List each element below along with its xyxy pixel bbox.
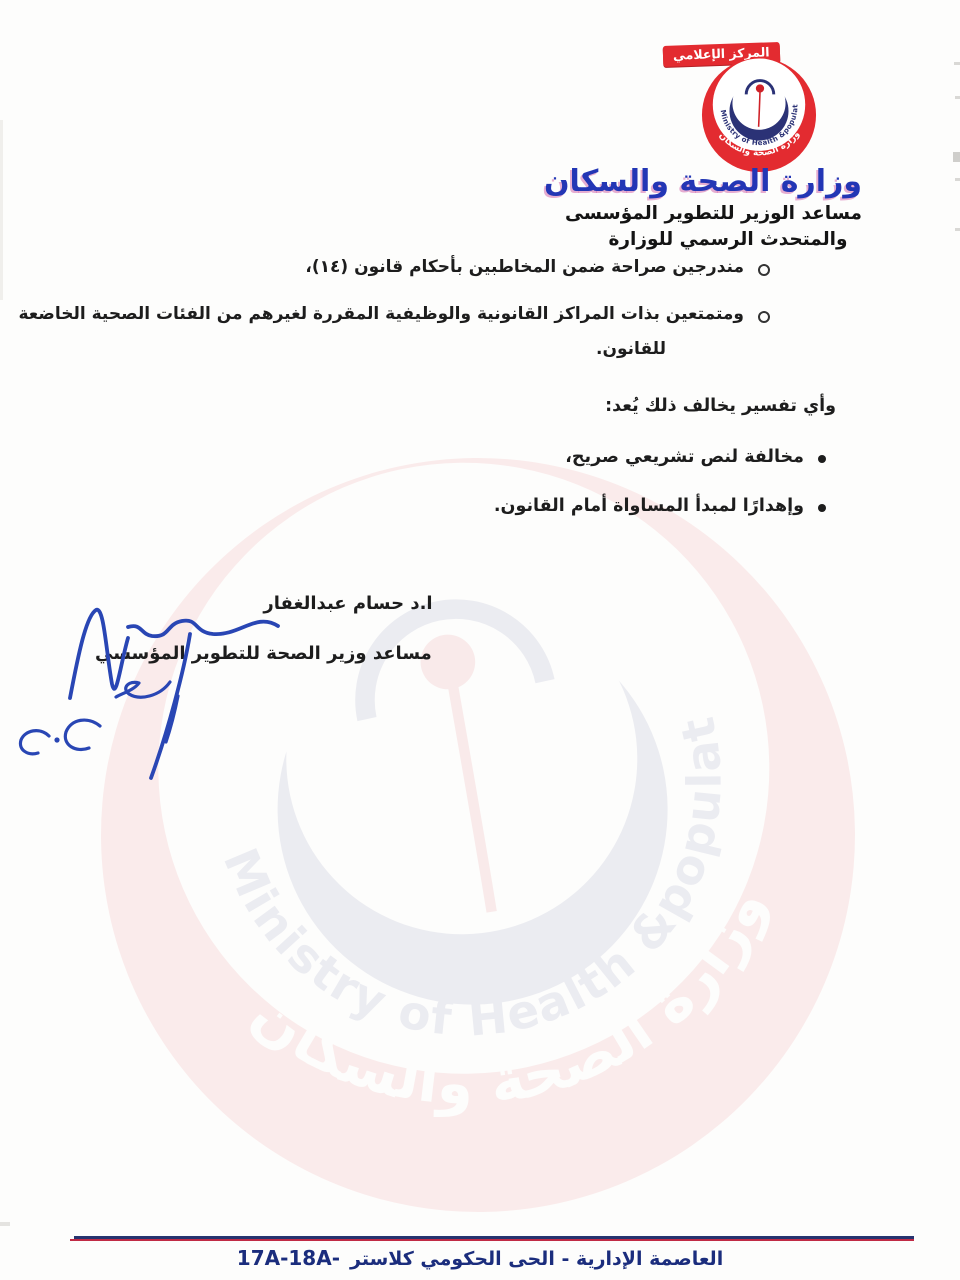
footer-address-arabic: العاصمة الإدارية - الحى الحكومي كلاستر xyxy=(350,1248,724,1270)
scan-artifact xyxy=(955,96,960,99)
office-title-line1: مساعد الوزير للتطوير المؤسسى xyxy=(564,203,862,224)
letterhead xyxy=(543,163,862,253)
scan-artifact xyxy=(0,120,3,300)
circle-bullet-icon xyxy=(758,311,770,323)
signer-name: ا.د حسام عبدالغفار xyxy=(263,593,433,614)
footer-cluster-code: 17A-18A- xyxy=(236,1246,341,1270)
interpretation-intro: وأي تفسير يخالف ذلك يُعد: xyxy=(605,396,836,416)
bullet-text: مخالفة لنص تشريعي صريح، xyxy=(565,447,804,467)
dot-bullet-icon xyxy=(818,455,826,463)
footer-rule-red xyxy=(70,1239,914,1241)
circle-bullet-item xyxy=(305,257,770,277)
office-title-line2: والمتحدث الرسمي للوزارة xyxy=(608,229,848,250)
handwritten-signature xyxy=(8,596,340,794)
bullet-text: ومتمتعين بذات المراكز القانونية والوظيفية المقررة لغيرهم من الفئات الصحية الخاضعة xyxy=(18,304,744,324)
scan-artifact xyxy=(953,152,960,162)
dot-bullet-icon xyxy=(818,504,826,512)
scan-artifact xyxy=(954,62,960,65)
scan-artifact xyxy=(955,178,960,181)
media-center-banner: المركز الإعلامي xyxy=(663,42,780,67)
dot-bullet-item xyxy=(565,447,826,467)
ministry-calligraphy-title: وزارة الصحة والسكان xyxy=(543,164,862,199)
ministry-logo-icon xyxy=(700,56,818,174)
bullet-text: وإهدارًا لمبدأ المساواة أمام القانون. xyxy=(493,496,804,516)
bullet-text: مندرجين صراحة ضمن المخاطبين بأحكام قانون (١٤)، xyxy=(305,257,744,277)
signer-title: مساعد وزير الصحة للتطوير المؤسسي xyxy=(95,643,432,664)
circle-bullet-item xyxy=(18,304,770,359)
footer-address xyxy=(0,1246,960,1270)
dot-bullet-item xyxy=(494,496,826,516)
scan-artifact xyxy=(955,228,960,231)
circle-bullet-icon xyxy=(758,264,770,276)
scan-artifact xyxy=(0,1222,10,1226)
bullet-text-continued: للقانون. xyxy=(596,339,666,359)
